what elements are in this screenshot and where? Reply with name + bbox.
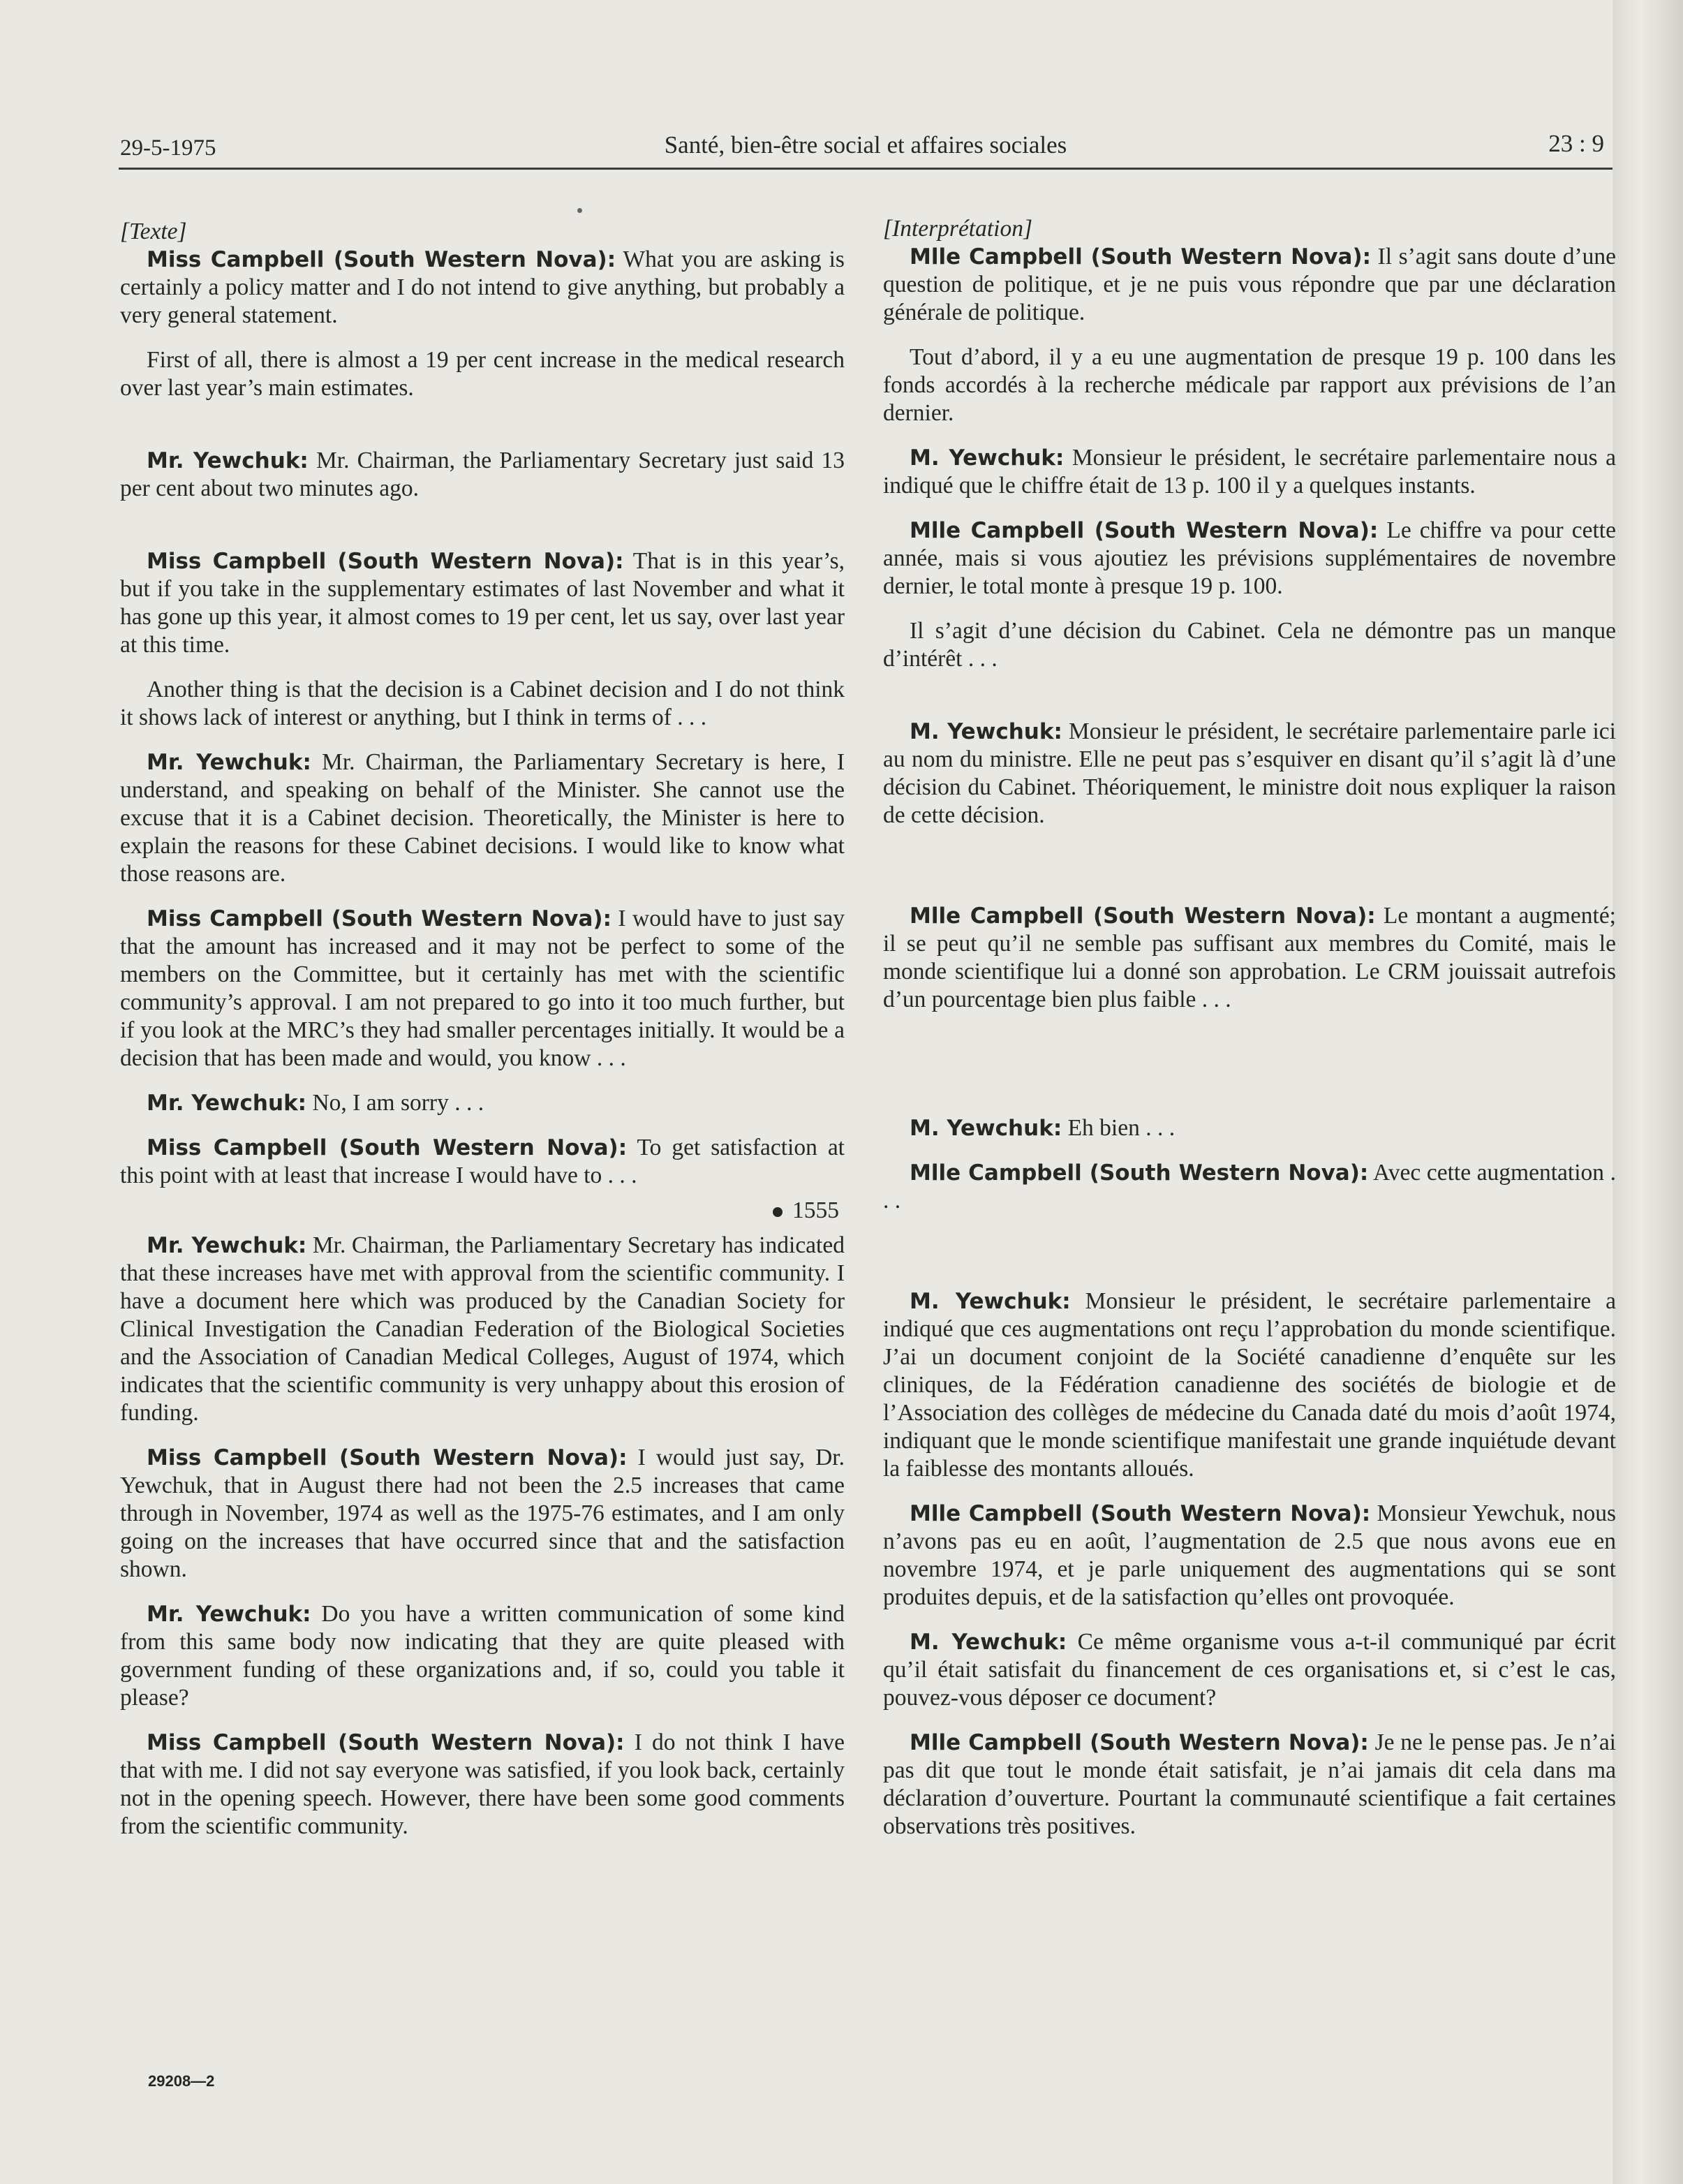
paragraph: [883, 517, 1616, 600]
speech-text: Le montant a augmenté; il se peut qu’il ne semble pas suffisant aux membres du Comité, mais le monde scientifique lui a donné son approbation. Le CRM jouissait autrefois d’un pourcentage bien plus faible . . .: [883, 903, 1616, 1012]
speech-text: I would just say, Dr. Yewchuk, that in August there had not been the 2.5 increases that came through in November, 1974 as well as the 1975-76 estimates, and I am only going on the increases that have occurred since that and the satisfaction shown.: [120, 1445, 845, 1582]
speech-text: Je ne le pense pas. Je n’ai pas dit que tout le monde était satisfait, je n’ai jamais dit cela dans ma déclaration d’ouverture. Pourtant la communauté scientifique a fait certaines observations très positives.: [883, 1729, 1616, 1839]
header-date: 29-5-1975: [120, 135, 216, 161]
speech-text: Monsieur le président, le secrétaire parlementaire nous a indiqué que le chiffre était de 13 p. 100 il y a quelques instants.: [883, 445, 1616, 499]
paragraph: [883, 243, 1616, 327]
paragraph: [120, 1729, 845, 1840]
paragraph: [120, 547, 845, 659]
book-gutter: [1612, 0, 1683, 2184]
ink-speck: [577, 208, 582, 213]
speech-text: I do not think I have that with me. I did not say everyone was satisfied, if you look back, certainly not in the opening speech. However, there have been some good comments from the scientific community.: [120, 1729, 845, 1839]
paragraph: [883, 1500, 1616, 1611]
paragraph: [883, 902, 1616, 1014]
paragraph: [120, 1134, 845, 1190]
section-label: [Interprétation]: [883, 216, 1033, 242]
speech-text: First of all, there is almost a 19 per cent increase in the medical research over last year’s main estimates.: [120, 347, 845, 401]
speaker-name: Mlle Campbell (South Western Nova):: [910, 903, 1376, 929]
speech-text: Monsieur le président, le secrétaire parlementaire parle ici au nom du ministre. Elle ne peut pas s’esquiver en disant qu’il s’agit là d’une décision du Cabinet. Théoriquement, le ministre doit nous expliquer la raison de cette décision.: [883, 718, 1616, 828]
paragraph: [883, 1628, 1616, 1712]
paragraph: [120, 1232, 845, 1427]
speech-text: Il s’agit d’une décision du Cabinet. Cela ne démontre pas un manque d’intérêt . . .: [883, 618, 1616, 672]
header-page-number: 23 : 9: [1548, 130, 1604, 157]
paragraph: [120, 1089, 845, 1117]
speaker-name: M. Yewchuk:: [910, 1116, 1062, 1141]
paragraph: [120, 905, 845, 1072]
paragraph: [883, 718, 1616, 829]
speech-text: Le chiffre va pour cette année, mais si vous ajoutiez les prévisions supplémentaires de novembre dernier, le total monte à presque 19 p. 100.: [883, 517, 1616, 599]
paragraph: [883, 1114, 1616, 1142]
speech-text: Avec cette augmentation . . .: [883, 1160, 1616, 1213]
speaker-name: Mr. Yewchuk:: [147, 1091, 307, 1116]
speaker-name: Miss Campbell (South Western Nova):: [147, 247, 616, 272]
speech-text: Ce même organisme vous a-t-il communiqué par écrit qu’il était satisfait du financement de ces organisations et, si c’est le cas, pouvez-vous déposer ce document?: [883, 1629, 1616, 1711]
speech-text: Mr. Chairman, the Parliamentary Secretary has indicated that these increases have met with approval from the scientific community. I have a document here which was produced by the Canadian Society for Clinical Investigation the Canadian Federation of the Biological Societies and the Association of Canadian Medical Colleges, August of 1974, which indicates that the scientific community is very unhappy about this erosion of funding.: [120, 1232, 845, 1426]
speaker-name: Mr. Yewchuk:: [147, 448, 309, 473]
speech-text: Mr. Chairman, the Parliamentary Secretary just said 13 per cent about two minutes ago.: [120, 448, 845, 501]
paragraph: [883, 1729, 1616, 1840]
speech-text: Tout d’abord, il y a eu une augmentation de presque 19 p. 100 dans les fonds accordés à la recherche médicale par rapport aux prévisions de l’an dernier.: [883, 344, 1616, 426]
speech-text: I would have to just say that the amount has increased and it may not be perfect to some of the members on the Committee, but it certainly has met with the scientific community’s approval. I am not prepared to go into it too much further, but if you look at the MRC’s they had smaller percentages initially. It would be a decision that has been made and would, you know . . .: [120, 906, 845, 1071]
paragraph: [883, 1287, 1616, 1483]
time-marker: [120, 1197, 845, 1225]
speaker-name: Mlle Campbell (South Western Nova):: [910, 1160, 1369, 1186]
paragraph: [120, 447, 845, 503]
speaker-name: Mlle Campbell (South Western Nova):: [910, 1730, 1369, 1755]
speech-text: That is in this year’s, but if you take in the supplementary estimates of last November and what it has gone up this year, it almost comes to 19 per cent, let us say, over last year at this time.: [120, 548, 845, 658]
speaker-name: Miss Campbell (South Western Nova):: [147, 549, 624, 574]
print-code: 29208—2: [148, 2072, 215, 2090]
paragraph: [120, 748, 845, 888]
speaker-name: M. Yewchuk:: [910, 1630, 1067, 1655]
paragraph: [120, 676, 845, 732]
speaker-name: Miss Campbell (South Western Nova):: [147, 1730, 625, 1755]
paragraph: [120, 1600, 845, 1712]
speech-text: Il s’agit sans doute d’une question de politique, et je ne puis vous répondre que par une déclaration générale de politique.: [883, 244, 1616, 325]
section-label: [Texte]: [120, 219, 187, 244]
paragraph: [883, 444, 1616, 500]
speech-text: Do you have a written communication of some kind from this same body now indicating that they are quite pleased with government funding of these organizations and, if so, could you table it please?: [120, 1601, 845, 1711]
speaker-name: Miss Campbell (South Western Nova):: [147, 1135, 628, 1160]
speech-text: Eh bien . . .: [1062, 1115, 1176, 1141]
speaker-name: M. Yewchuk:: [910, 1289, 1071, 1314]
speaker-name: Miss Campbell (South Western Nova):: [147, 1445, 628, 1470]
speech-text: No, I am sorry . . .: [306, 1090, 484, 1116]
speech-text: Mr. Chairman, the Parliamentary Secretary is here, I understand, and speaking on behalf of the Minister. She cannot use the excuse that it is a Cabinet decision. Theoretically, the Minister is here to explain the reasons for these Cabinet decisions. I would like to know what those reasons are.: [120, 749, 845, 887]
speaker-name: Mr. Yewchuk:: [147, 1233, 307, 1258]
speaker-name: Mlle Campbell (South Western Nova):: [910, 518, 1379, 543]
paragraph: [120, 246, 845, 330]
paragraph: [120, 1444, 845, 1584]
speech-text: Another thing is that the decision is a Cabinet decision and I do not think it shows lack of interest or anything, but I think in terms of . . .: [120, 677, 845, 730]
speaker-name: Mlle Campbell (South Western Nova):: [910, 1501, 1371, 1526]
french-column: [883, 215, 1616, 1840]
speech-text: What you are asking is certainly a policy matter and I do not intend to give anything, but probably a very general statement.: [120, 246, 845, 328]
time-stamp: 1555: [792, 1197, 839, 1223]
page-header: [119, 126, 1612, 170]
speech-text: Monsieur Yewchuk, nous n’avons pas eu en août, l’augmentation de 2.5 que nous avons eue en novembre 1974, et je parle uniquement des augmentations qui se sont produites depuis, et de la satisfaction qu’elles ont provoquée.: [883, 1500, 1616, 1610]
paragraph: [883, 344, 1616, 427]
speaker-name: M. Yewchuk:: [910, 445, 1065, 471]
english-column: [120, 218, 845, 1840]
paragraph: [883, 617, 1616, 673]
speaker-name: Mr. Yewchuk:: [147, 750, 311, 775]
speaker-name: Mr. Yewchuk:: [147, 1602, 311, 1627]
bullet-icon: [773, 1207, 783, 1217]
speech-text: Monsieur le président, le secrétaire parlementaire a indiqué que ces augmentations ont reçu l’approbation du monde scientifique. J’ai un document conjoint de la Société canadienne d’enquête sur les cliniques, de la Fédération canadienne des sociétés de biologie et de l’Association des collèges de médecine du Canada daté du mois d’août 1974, indiquant que le monde scientifique manifestait une grande inquiétude devant la faiblesse des montants alloués.: [883, 1288, 1616, 1482]
paragraph: [883, 1159, 1616, 1215]
speaker-name: Mlle Campbell (South Western Nova):: [910, 244, 1372, 270]
speaker-name: M. Yewchuk:: [910, 719, 1062, 744]
header-title: Santé, bien-être social et affaires sociales: [664, 131, 1067, 158]
speaker-name: Miss Campbell (South Western Nova):: [147, 906, 611, 931]
speech-text: To get satisfaction at this point with at least that increase I would have to . . .: [120, 1135, 845, 1188]
paragraph: [120, 346, 845, 402]
